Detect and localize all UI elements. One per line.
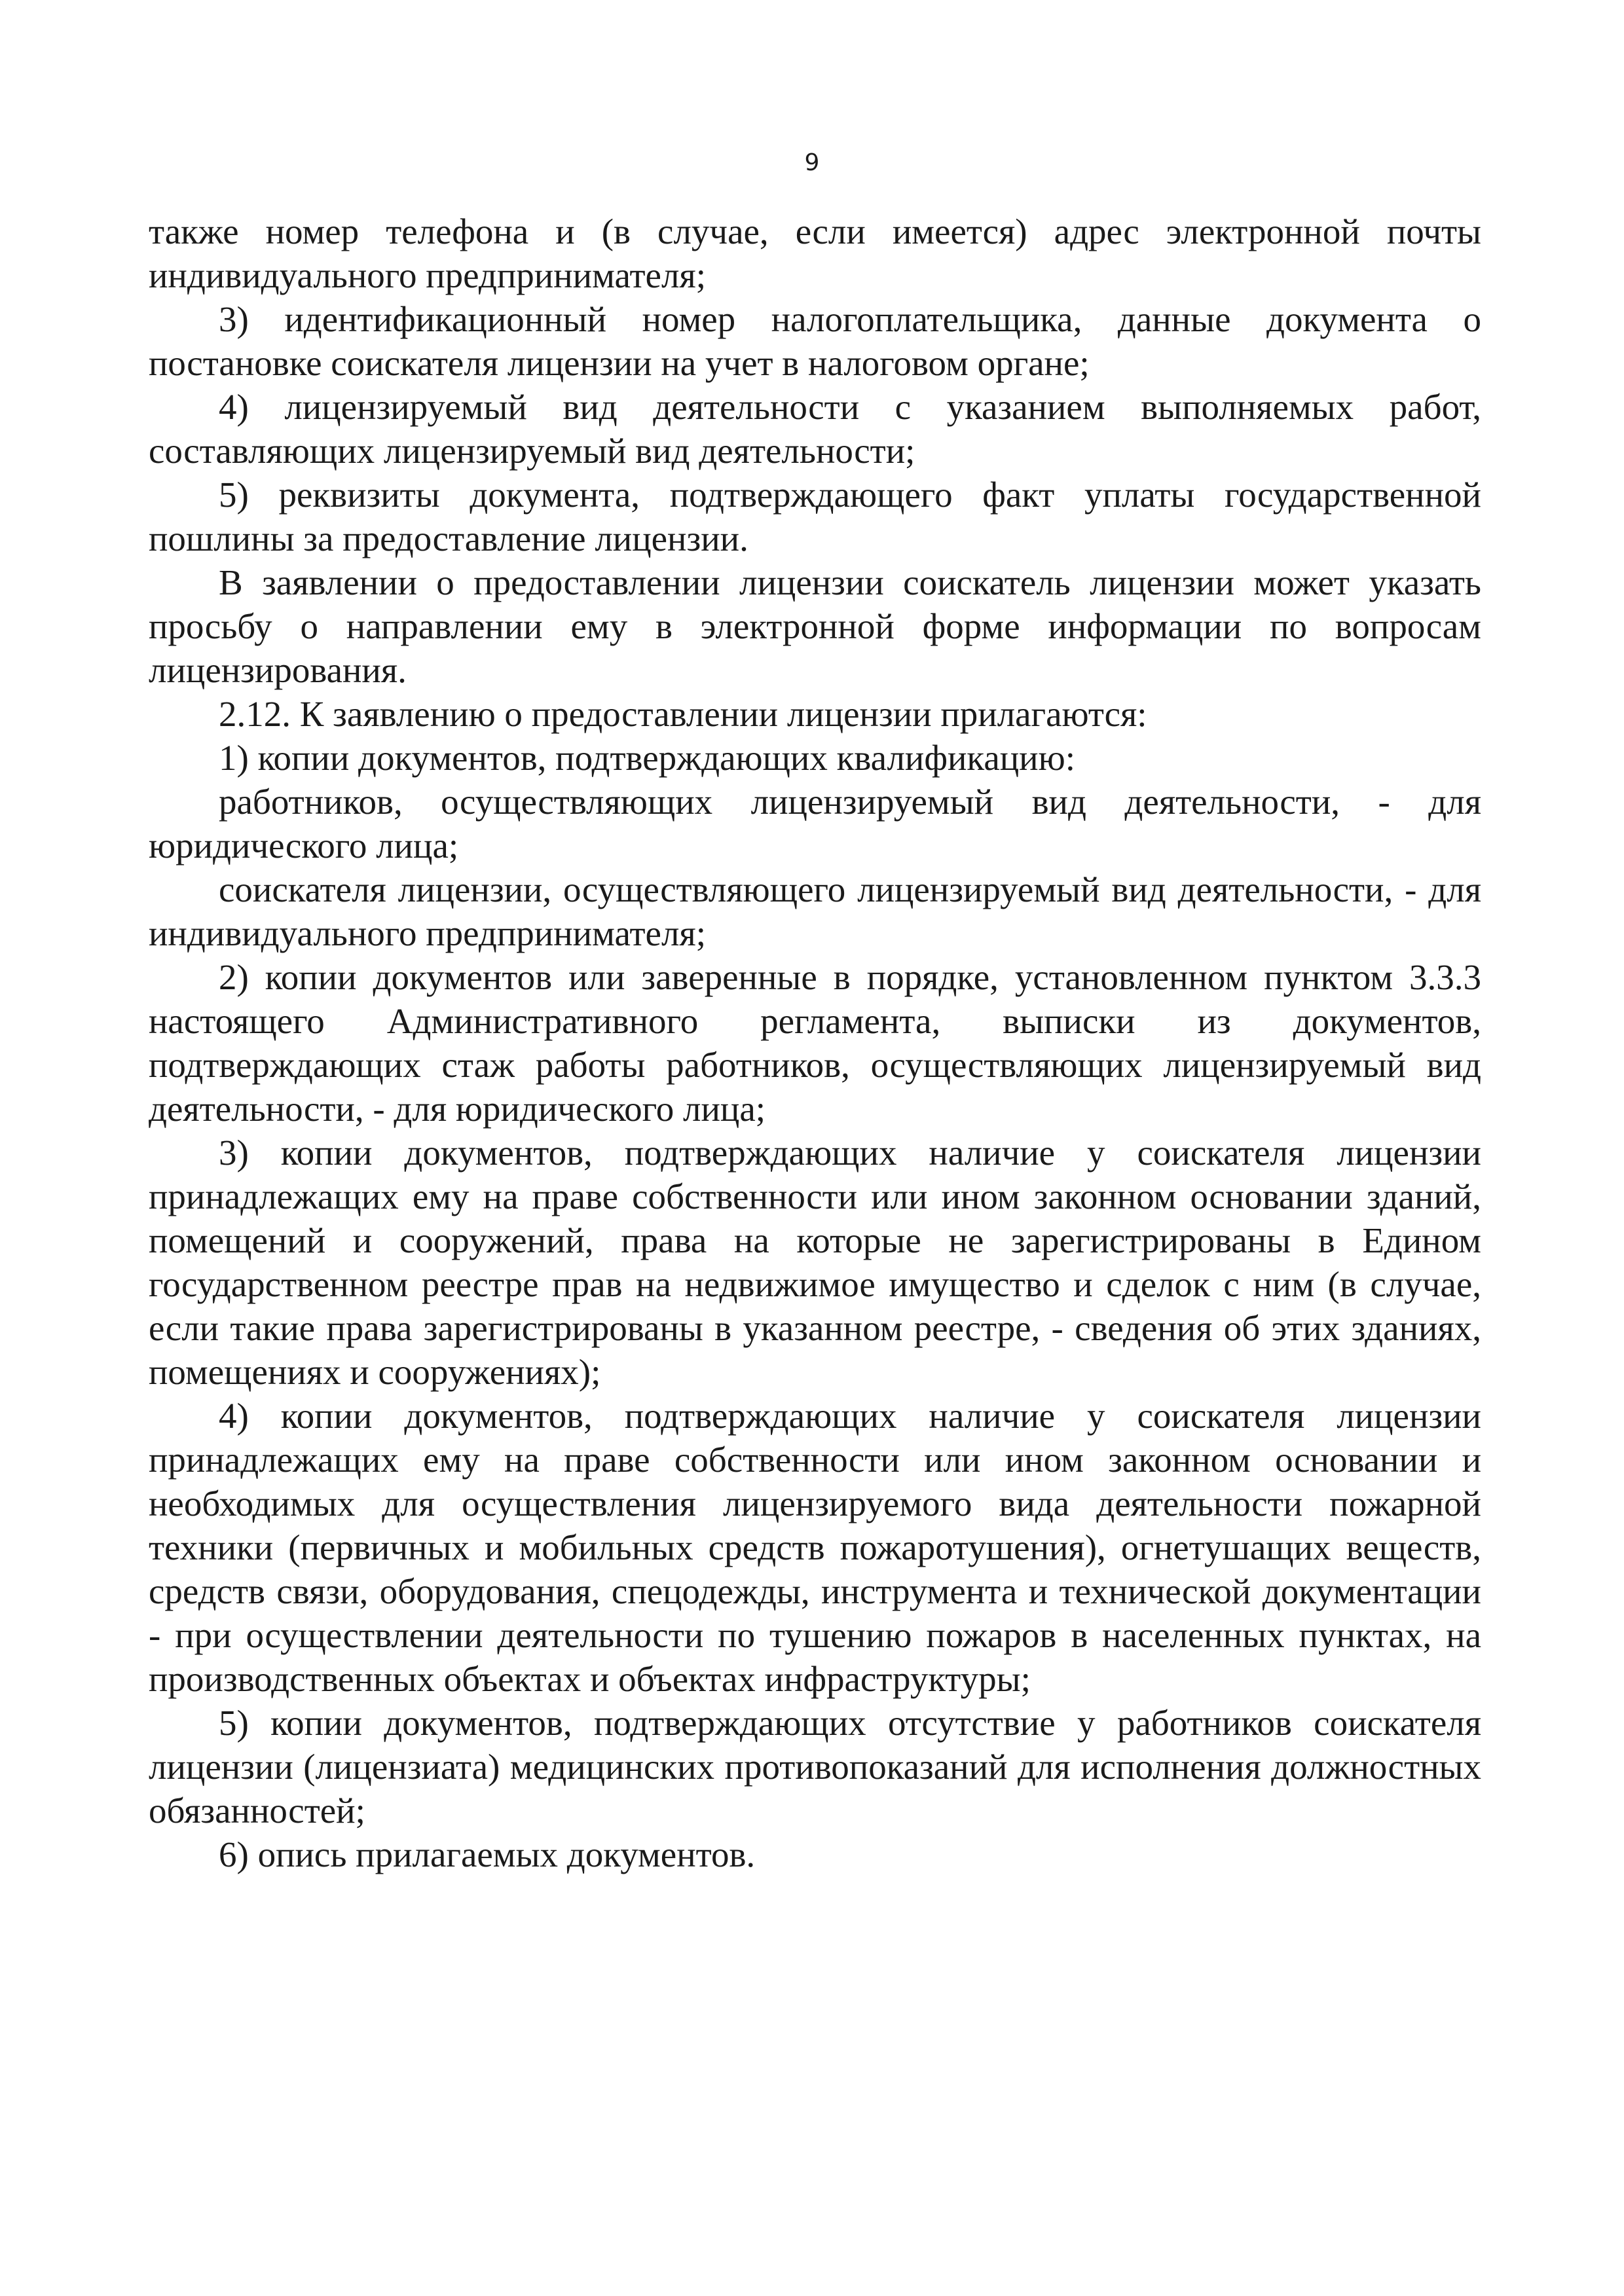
- attachment-item-4: 4) копии документов, подтверждающих наличие у соискателя лицензии принадлежащих ему на праве собственности или ином законном основании и необходимых для осуществления лицензируемого вида деятельности пожарной техники (первичных и мобильных средств пожаротушения), огнетушащих веществ, средств связи, оборудования, спецодежды, инструмента и технической документации - при осуществлении деятельности по тушению пожаров в населенных пунктах, на производственных объектах и объектах инфраструктуры;: [149, 1396, 1481, 1699]
- attachment-item-6: 6) опись прилагаемых документов.: [219, 1834, 756, 1874]
- list-item-4-activity: 4) лицензируемый вид деятельности с указанием выполняемых работ, составляющих лицензируемый вид деятельности;: [149, 387, 1481, 471]
- attachment-item-5: 5) копии документов, подтверждающих отсутствие у работников соискателя лицензии (лицензиата) медицинских противопоказаний для исполнения должностных обязанностей;: [149, 1703, 1481, 1831]
- list-item-3-inn: 3) идентификационный номер налогоплательщика, данные документа о постановке соискателя лицензии на учет в налоговом органе;: [149, 299, 1481, 383]
- paragraph-continuation: также номер телефона и (в случае, если имеется) адрес электронной почты индивидуального предпринимателя;: [149, 211, 1481, 295]
- document-body: [149, 210, 1481, 1876]
- page-number: 9: [804, 149, 820, 176]
- section-2-12-heading: 2.12. К заявлению о предоставлении лицензии прилагаются:: [219, 694, 1147, 734]
- list-item-5-payment-details: 5) реквизиты документа, подтверждающего факт уплаты государственной пошлины за предоставление лицензии.: [149, 475, 1481, 558]
- paragraph-electronic-request: В заявлении о предоставлении лицензии соискатель лицензии может указать просьбу о направлении ему в электронной форме информации по вопросам лицензирования.: [149, 562, 1481, 690]
- attachment-item-1-workers: работников, осуществляющих лицензируемый вид деятельности, - для юридического лица;: [149, 782, 1481, 866]
- attachment-item-1: 1) копии документов, подтверждающих квалификацию:: [219, 738, 1075, 778]
- attachment-item-2: 2) копии документов или заверенные в порядке, установленном пунктом 3.3.3 настоящего Административного регламента, выписки из документов, подтверждающих стаж работы работников, осуществляющих лицензируемый вид деятельности, - для юридического лица;: [149, 957, 1481, 1129]
- attachment-item-1-applicant: соискателя лицензии, осуществляющего лицензируемый вид деятельности, - для индивидуального предпринимателя;: [149, 869, 1481, 953]
- attachment-item-3: 3) копии документов, подтверждающих наличие у соискателя лицензии принадлежащих ему на праве собственности или ином законном основании зданий, помещений и сооружений, права на которые не зарегистрированы в Едином государственном реестре прав на недвижимое имущество и сделок с ним (в случае, если такие права зарегистрированы в указанном реестре, - сведения об этих зданиях, помещениях и сооружениях);: [149, 1133, 1481, 1392]
